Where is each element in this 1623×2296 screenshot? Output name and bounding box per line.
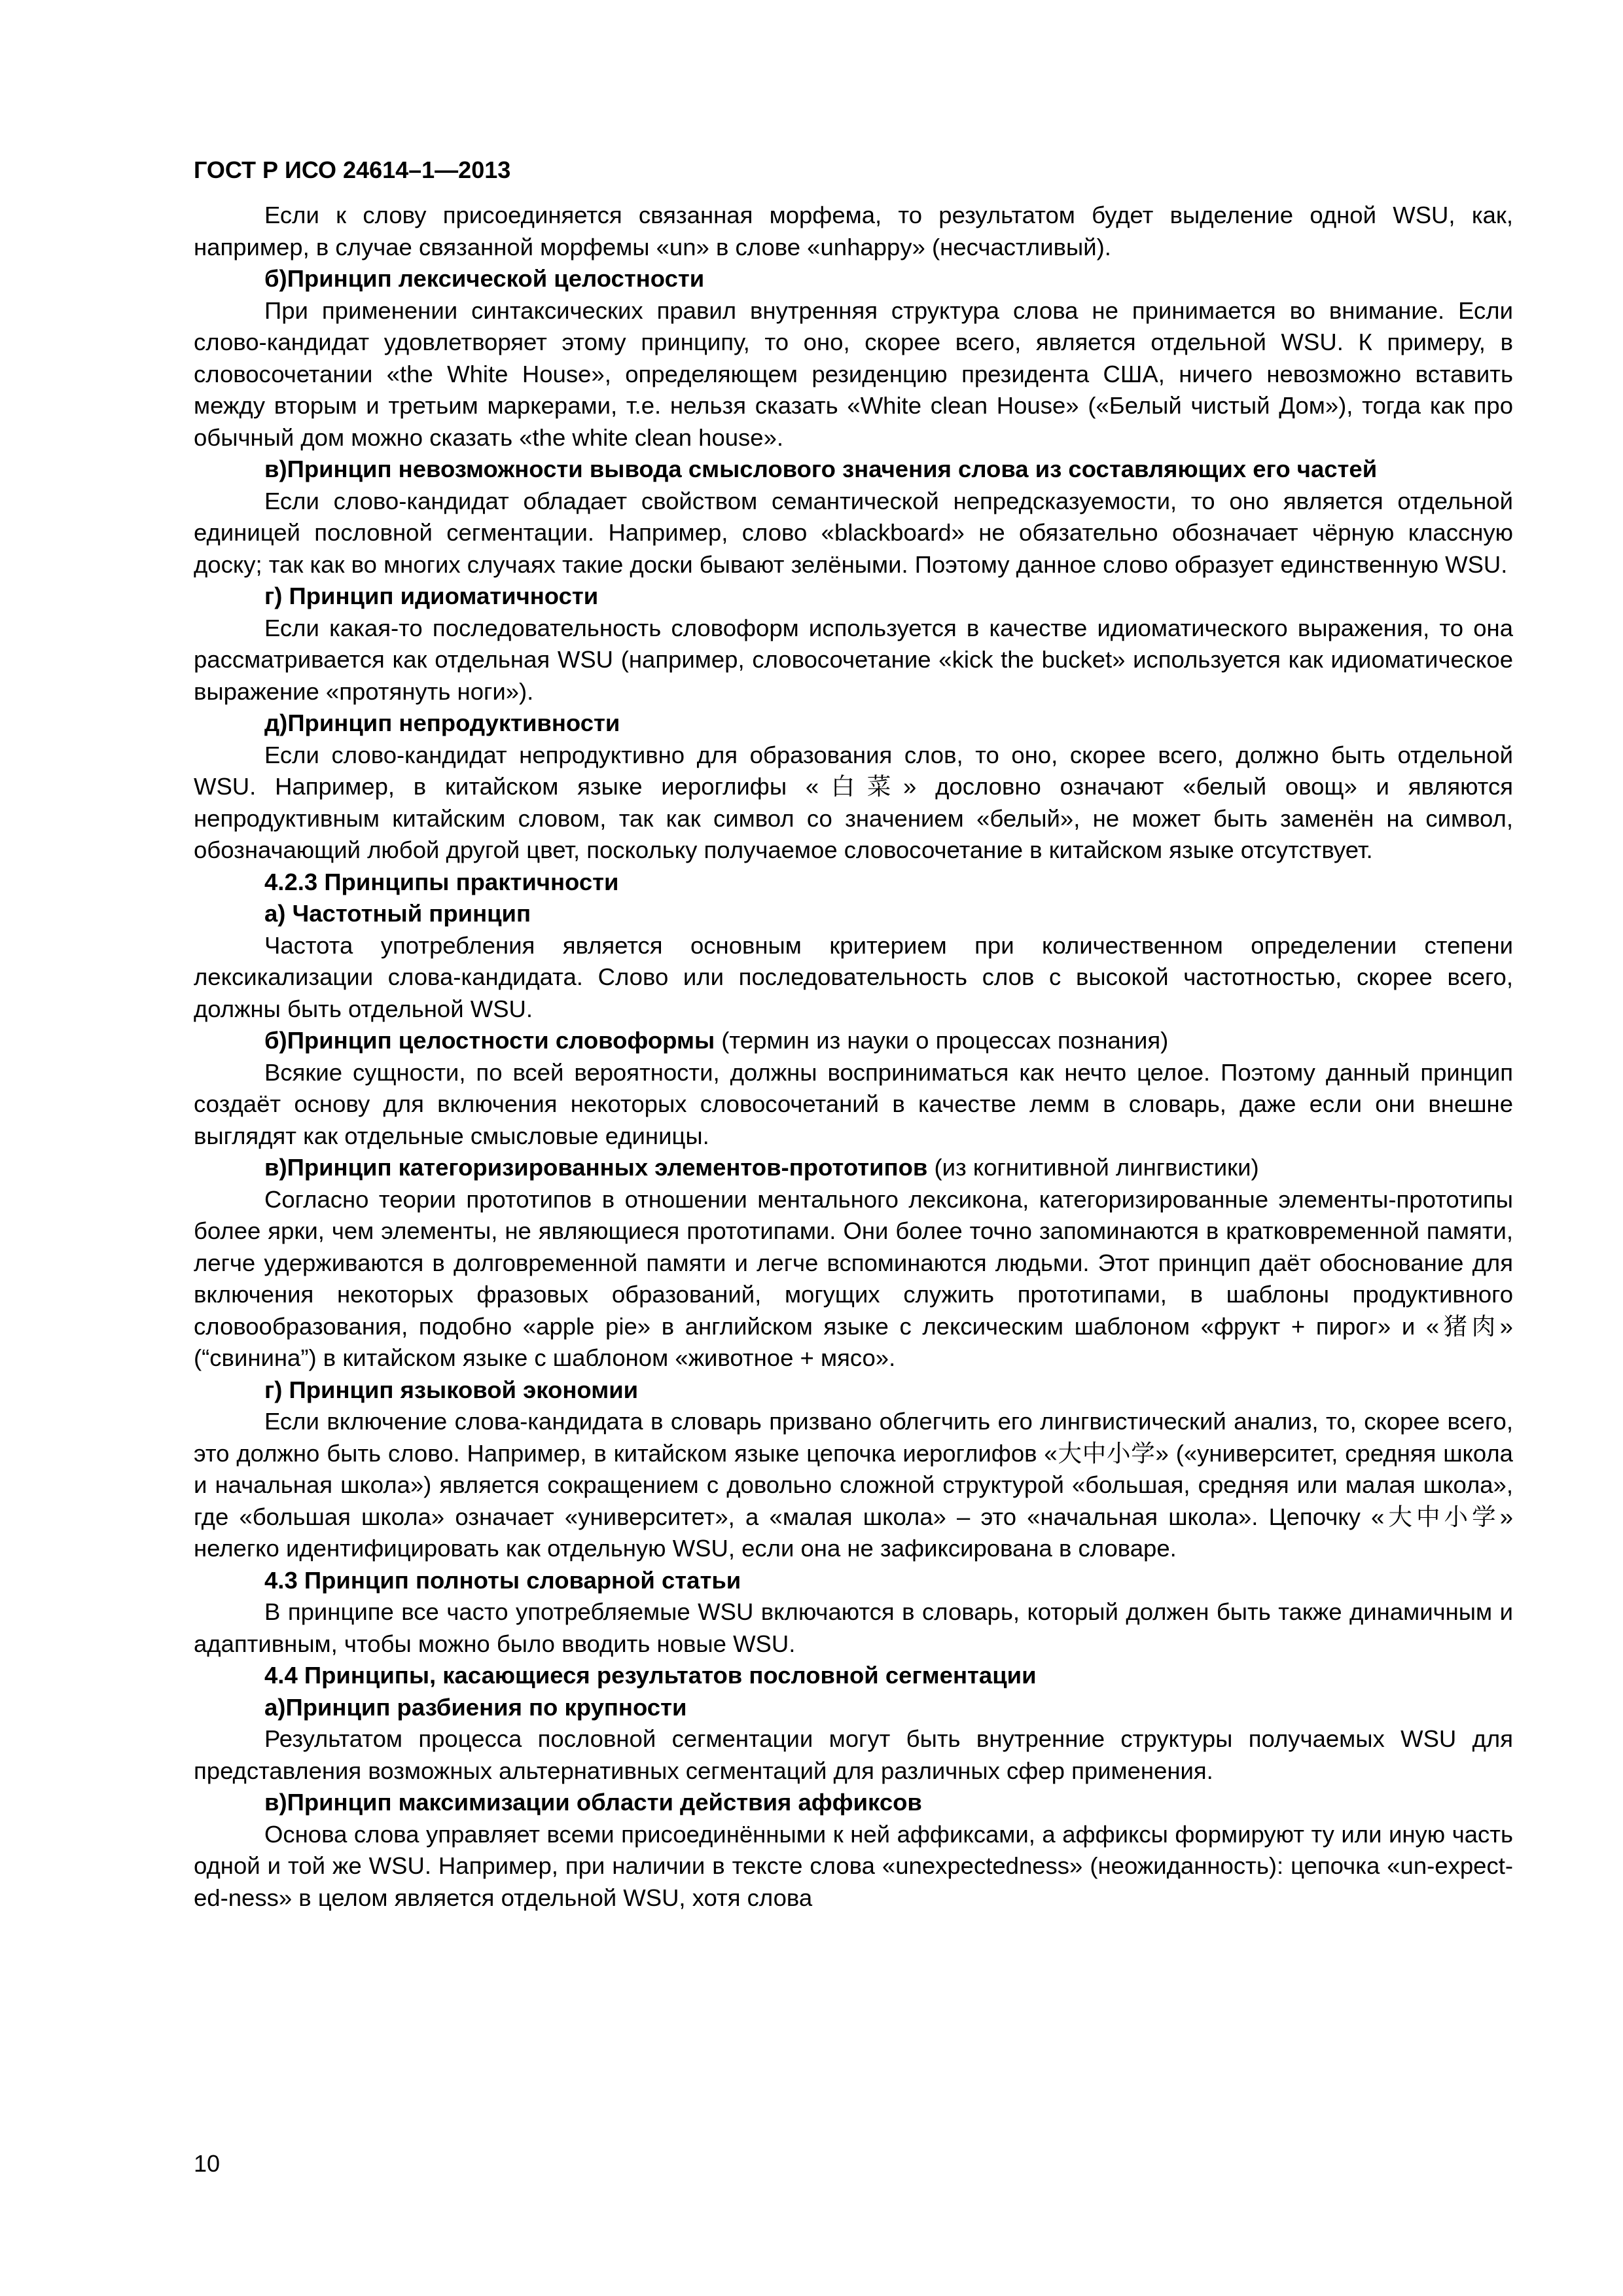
section-heading: 4.4 Принципы, касающиеся результатов пословной сегментации (264, 1662, 1037, 1689)
paragraph: В принципе все часто употребляемые WSU включаются в словарь, который должен быть также динамичным и адаптивным, чтобы можно было вводить новые WSU. (194, 1598, 1513, 1657)
section-heading: в)Принцип максимизации области действия аффиксов (264, 1789, 922, 1816)
paragraph: Если какая-то последовательность словоформ используется в качестве идиоматического выражения, то она рассматривается как отдельная WSU (например, словосочетание «kick the bucket» используется как идиоматическое выражение «протянуть ноги»). (194, 614, 1513, 705)
document-body (194, 200, 1513, 1914)
section-heading: д)Принцип непродуктивности (264, 709, 620, 736)
paragraph: Частота употребления является основным критерием при количественном определении степени лексикализации слова-кандидата. Слово или последовательность слов с высокой частотностью, скорее всего, должны быть отдельной WSU. (194, 931, 1513, 1022)
paragraph: Всякие сущности, по всей вероятности, должны восприниматься как нечто целое. Поэтому данный принцип создаёт основу для включения некоторых словосочетаний в качестве лемм в словарь, даже если они внешне выглядят как отдельные смысловые единицы. (194, 1058, 1513, 1149)
paragraph: Результатом процесса пословной сегментации могут быть внутренние структуры получаемых WSU для представления возможных альтернативных сегментаций для различных сфер применения. (194, 1725, 1513, 1784)
section-heading: а) Частотный принцип (264, 900, 531, 927)
section-heading: 4.3 Принцип полноты словарной статьи (264, 1566, 741, 1594)
section-heading-mixed (194, 1152, 1513, 1184)
section-heading: б)Принцип лексической целостности (264, 265, 705, 292)
paragraph: Если слово-кандидат обладает свойством семантической непредсказуемости, то оно является отдельной единицей пословной сегментации. Например, слово «blackboard» не обязательно обозначает чёрную классную доску; так как во многих случаях такие доски бывают зелёными. Поэтому данное слово образует единственную WSU. (194, 487, 1513, 578)
paragraph: Согласно теории прототипов в отношении ментального лексикона, категоризированные элементы-прототипы более ярки, чем элементы, не являющиеся прототипами. Они более точно запоминаются в кратковременной памяти, легче удерживаются в долговременной памяти и легче вспоминаются людьми. Этот принцип даёт обоснование для включения некоторых фразовых образований, могущих служить прототипами, в шаблоны продуктивного словообразования, подобно «apple pie» в английском языке с лексическим шаблоном «фрукт + пирог» и «猪肉» (“свинина”) в китайском языке с шаблоном «животное + мясо». (194, 1185, 1513, 1371)
paragraph: Если включение слова-кандидата в словарь призвано облегчить его лингвистический анализ, то, скорее всего, это должно быть слово. Например, в китайском языке цепочка иероглифов «大中小学» («университет, средняя школа и начальная школа») является сокращением с довольно сложной структурой «большая, средняя или малая школа», где «большая школа» означает «университет», а «малая школа» – это «начальная школа». Цепочку «大中小学» нелегко идентифицировать как отдельную WSU, если она не зафиксирована в словаре. (194, 1408, 1513, 1562)
heading-bold-part: б)Принцип целостности словоформы (264, 1027, 715, 1054)
section-heading: в)Принцип невозможности вывода смыслового значения слова из составляющих его частей (264, 456, 1378, 482)
heading-note: (термин из науки о процессах познания) (715, 1027, 1169, 1054)
paragraph: Если слово-кандидат непродуктивно для образования слов, то оно, скорее всего, должно быть отдельной WSU. Например, в китайском языке иероглифы «白菜» дословно означают «белый овощ» и являются непродуктивным китайским словом, так как символ со значением «белый», не может быть заменён на символ, обозначающий любой другой цвет, поскольку получаемое словосочетание в китайском языке отсутствует. (194, 741, 1513, 863)
paragraph: Если к слову присоединяется связанная морфема, то результатом будет выделение одной WSU, как, например, в случае связанной морфемы «un» в слове «unhappy» (несчастливый). (194, 202, 1513, 260)
section-heading: 4.2.3 Принципы практичности (264, 868, 619, 895)
section-heading-mixed (194, 1025, 1513, 1057)
heading-note: (из когнитивной лингвистики) (927, 1154, 1259, 1181)
page-number: 10 (194, 2150, 221, 2177)
section-heading: а)Принцип разбиения по крупности (264, 1693, 687, 1721)
heading-bold-part: в)Принцип категоризированных элементов-прототипов (264, 1154, 928, 1181)
paragraph: Основа слова управляет всеми присоединёнными к ней аффиксами, а аффиксы формируют ту или иную часть одной и той же WSU. Например, при наличии в тексте слова «unexpectedness» (неожиданность): цепочка «un-expect-ed-ness» в целом является отдельной WSU, хотя слова (194, 1820, 1513, 1911)
document-header: ГОСТ Р ИСО 24614–1—2013 (194, 156, 511, 183)
section-heading: г) Принцип идиоматичности (264, 583, 599, 609)
section-heading: г) Принцип языковой экономии (264, 1376, 639, 1403)
paragraph: При применении синтаксических правил внутренняя структура слова не принимается во внимание. Если слово-кандидат удовлетворяет этому принципу, то оно, скорее всего, является отдельной WSU. К примеру, в словосочетании «the White House», определяющем резиденцию президента США, ничего невозможно вставить между вторым и третьим маркерами, т.е. нельзя сказать «White clean House» («Белый чистый Дом»), тогда как про обычный дом можно сказать «the white clean house». (194, 296, 1513, 451)
